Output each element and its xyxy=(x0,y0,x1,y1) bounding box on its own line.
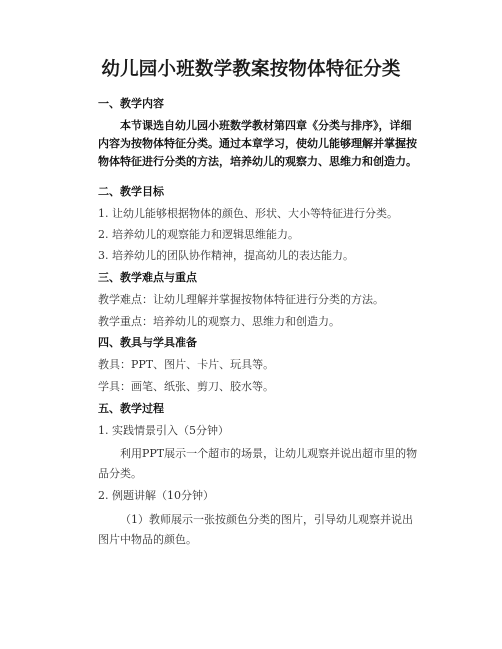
goal-item: 3. 培养幼儿的团队协作精神，提高幼儿的表达能力。 xyxy=(98,249,354,262)
difficulty-item: 教学难点：让幼儿理解并掌握按物体特征进行分类的方法。 xyxy=(98,293,384,306)
section-heading-difficulties: 三、教学难点与重点 xyxy=(98,271,197,284)
goal-item: 1. 让幼儿能够根据物体的颜色、形状、大小等特征进行分类。 xyxy=(98,207,398,220)
document-title: 幼儿园小班数学教案按物体特征分类 xyxy=(101,59,401,80)
section-heading-materials: 四、教具与学具准备 xyxy=(98,336,197,349)
section-heading-process: 五、教学过程 xyxy=(98,402,164,415)
teaching-aids-item: 教具：PPT、图片、卡片、玩具等。 xyxy=(98,358,275,371)
process-step-description: 利用PPT展示一个超市的场景，让幼儿观察并说出超市里的物品分类。 xyxy=(98,447,418,480)
section-heading-goals: 二、教学目标 xyxy=(98,185,164,198)
process-step: 1. 实践情景引入（5分钟） xyxy=(98,424,229,437)
learning-aids-item: 学具：画笔、纸张、剪刀、胶水等。 xyxy=(98,380,274,393)
section-paragraph-content: 本节课选自幼儿园小班数学教材第四章《分类与排序》，详细内容为按物体特征分类。通过本章学习，使幼儿能够理解并掌握按物体特征进行分类的方法，培养幼儿的观察力、思维力和创造力。 xyxy=(98,119,417,168)
process-step: 2. 例题讲解（10分钟） xyxy=(98,489,214,502)
goal-item: 2. 培养幼儿的观察能力和逻辑思维能力。 xyxy=(98,228,299,241)
process-step-description: （1）教师展示一张按颜色分类的图片，引导幼儿观察并说出图片中物品的颜色。 xyxy=(98,513,413,546)
focus-item: 教学重点：培养幼儿的观察力、思维力和创造力。 xyxy=(98,315,340,328)
section-heading-content: 一、教学内容 xyxy=(98,97,164,110)
